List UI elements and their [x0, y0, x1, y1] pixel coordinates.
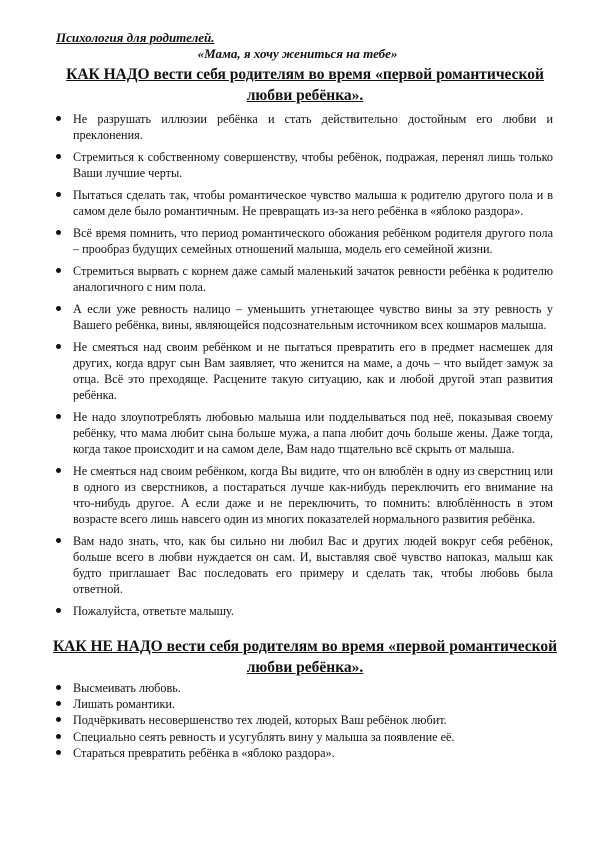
list-item	[56, 339, 553, 403]
list-item-text: Специально сеять ревность и усугублять вину у малыша за появление её.	[73, 729, 455, 744]
list-item-text: Стараться превратить ребёнка в «яблоко раздора».	[73, 745, 335, 760]
bullet-icon	[56, 344, 61, 349]
dont-list	[56, 680, 553, 761]
section-heading-dont: КАК НЕ НАДО вести себя родителям во время «первой романтической любви ребёнка».	[52, 638, 558, 676]
list-item	[56, 301, 553, 333]
list-item-text: Всё время помнить, что период романтического обожания ребёнком родителя другого пола – прообраз будущих семейных отношений малыша, модель его семейной жизни.	[73, 226, 553, 256]
list-item	[56, 729, 553, 745]
list-item	[56, 745, 553, 761]
list-item	[56, 225, 553, 257]
bullet-icon	[56, 154, 61, 159]
list-item	[56, 696, 553, 712]
list-item-text: Стремиться вырвать с корнем даже самый маленький зачаток ревности ребёнка к родителю аналогичного с ним пола.	[73, 264, 553, 294]
list-item	[56, 603, 553, 619]
list-item-text: Вам надо знать, что, как бы сильно ни любил Вас и других людей вокруг себя ребёнок, больше всего в любви нуждается он сам. И, выставляя своё чувство напоказ, малыш как будто приглашает Вас последовать его примеру и сделать так, чтобы любовь была ответной.	[73, 534, 553, 596]
list-item-text: Пытаться сделать так, чтобы романтическое чувство малыша к родителю другого пола и в самом деле было романтичным. Не превращать из-за него ребёнка в «яблоко раздора».	[73, 188, 553, 218]
bullet-icon	[56, 750, 61, 755]
bullet-icon	[56, 685, 61, 690]
bullet-icon	[56, 538, 61, 543]
do-list	[56, 111, 553, 625]
list-item-text: Стремиться к собственному совершенству, чтобы ребёнок, подражая, перенял лишь только Ваши лучшие черты.	[73, 150, 553, 180]
list-item-text: Не смеяться над своим ребёнком и не пытаться превратить его в предмет насмешек для других, когда вдруг сын Вам заявляет, что женится на маме, а дочь – что выйдет замуж за отца. Всё это преходяще. Расцените такую ситуацию, как и любой другой этап развития ребёнка.	[73, 340, 553, 402]
list-item-text: Подчёркивать несовершенство тех людей, которых Ваш ребёнок любит.	[73, 713, 447, 728]
bullet-icon	[56, 116, 61, 121]
list-item	[56, 409, 553, 457]
bullet-icon	[56, 701, 61, 706]
list-item-text: Не смеяться над своим ребёнком, когда Вы видите, что он влюблён в одну из сверстниц или в одного из сверстников, а постараться лучше как-нибудь переключить его внимание на что-нибудь другое. А если даже и не переключить, то помнить: влюблённость в этом возрасте всего лишь навсего один из многих показателей нормального развития ребёнка.	[73, 464, 553, 526]
list-item	[56, 263, 553, 295]
bullet-icon	[56, 414, 61, 419]
bullet-icon	[56, 608, 61, 613]
bullet-icon	[56, 268, 61, 273]
list-item	[56, 111, 553, 143]
bullet-icon	[56, 468, 61, 473]
list-item-text: Высмеивать любовь.	[73, 681, 181, 695]
list-item	[56, 463, 553, 527]
list-item	[56, 680, 553, 696]
list-item	[56, 712, 553, 728]
list-item	[56, 149, 553, 181]
list-item	[56, 187, 553, 219]
list-item-text: Лишать романтики.	[73, 697, 176, 712]
bullet-icon	[56, 192, 61, 197]
bullet-icon	[56, 717, 61, 722]
bullet-icon	[56, 230, 61, 235]
bullet-icon	[56, 306, 61, 311]
section-heading-do: КАК НАДО вести себя родителям во время «первой романтической любви ребёнка».	[66, 66, 544, 104]
page-kicker: Психология для родителей.	[56, 30, 215, 45]
list-item-text: Не надо злоупотреблять любовью малыша или подделываться под неё, показывая своему ребёнку, что мама любит сына больше мужа, а папа любит дочь больше жены. Даже тогда, когда такое происходит и на самом деле, Вам надо тщательно всё скрыть от малыша.	[73, 410, 553, 456]
list-item-text: А если уже ревность налицо – уменьшить угнетающее чувство вины за эту ревность у Вашего ребёнка, вины, являющейся подсознательным источником всех кошмаров малыша.	[73, 302, 553, 332]
list-item-text: Пожалуйста, ответьте малышу.	[73, 604, 234, 618]
page-subtitle: «Мама, я хочу жениться на тебе»	[197, 46, 398, 61]
list-item	[56, 533, 553, 597]
list-item-text: Не разрушать иллюзии ребёнка и стать действительно достойным его любви и преклонения.	[73, 112, 553, 142]
bullet-icon	[56, 734, 61, 739]
